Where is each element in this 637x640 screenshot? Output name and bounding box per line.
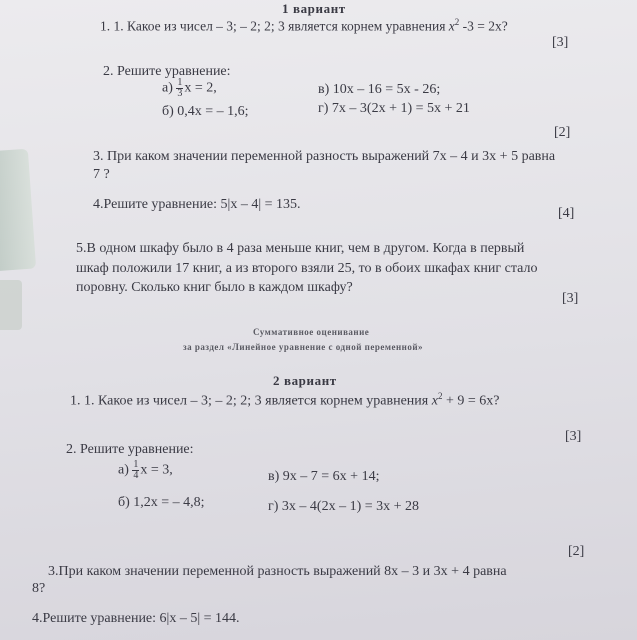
v1-q5-line3: поровну. Сколько книг было в каждом шкафу? — [76, 280, 353, 295]
section-subtitle: за раздел «Линейное уравнение с одной переменной» — [183, 342, 424, 352]
v1-q5-line2: шкаф положили 17 книг, а из второго взяли 25, то в обоих шкафах книг стало — [76, 261, 538, 276]
v1-q2-v: в) 10x – 16 = 5x - 26; — [318, 82, 441, 97]
v2-q3-line2: 8? — [32, 581, 46, 596]
v2-question-1 — [70, 392, 499, 409]
v1-q3-line2: 7 ? — [93, 167, 110, 182]
v2-q2-a-fraction — [132, 460, 139, 481]
section-title: Суммативное оценивание — [253, 327, 370, 337]
variant-2-title: 2 вариант — [273, 373, 337, 388]
v1-q1-mark: [3] — [552, 35, 569, 50]
v1-q4: 4.Решите уравнение: 5|x – 4| = 135. — [93, 197, 301, 212]
v1-question-1 — [100, 18, 508, 33]
v2-q2-b: б) 1,2x = – 4,8; — [118, 495, 205, 510]
v1-q1-prefix: 1. 1. Какое из чисел – 3; – 2; 2; 3 является корнем уравнения — [100, 18, 449, 34]
v2-q2-mark: [2] — [568, 544, 585, 559]
v1-q2-a-label: а) — [162, 80, 173, 96]
v2-q2-title: 2. Решите уравнение: — [66, 442, 194, 457]
v1-q2-a-rest: x = 2, — [184, 80, 217, 96]
v1-q2-a-den: 3 — [177, 88, 183, 99]
v1-q5-line1: 5.В одном шкафу было в 4 раза меньше книг, чем в другом. Когда в первый — [76, 241, 525, 256]
v2-q2-a-den: 4 — [133, 470, 139, 481]
v2-q3-line1: 3.При каком значении переменной разность выражений 8x – 3 и 3x + 4 равна — [48, 564, 507, 579]
v1-q1-base: x — [448, 18, 455, 34]
v2-q2-a — [118, 460, 173, 481]
v2-q2-a-label: а) — [118, 462, 129, 478]
v1-q2-g: г) 7x – 3(2x + 1) = 5x + 21 — [318, 101, 470, 116]
v1-q4-mark: [4] — [558, 206, 575, 221]
v2-q2-a-rest: x = 3, — [140, 462, 173, 478]
v1-q2-a — [162, 78, 217, 99]
v1-q3-line1: 3. При каком значении переменной разность выражений 7x – 4 и 3x + 5 равна — [93, 149, 556, 164]
v2-q1-prefix: 1. 1. Какое из чисел – 3; – 2; 2; 3 является корнем уравнения — [70, 393, 432, 409]
object-at-left-edge — [0, 149, 36, 272]
object-at-left-edge-small — [0, 280, 22, 330]
v1-q2-b: б) 0,4x = – 1,6; — [162, 104, 249, 119]
v1-q2-title: 2. Решите уравнение: — [103, 64, 231, 79]
v2-q1-base: x — [431, 393, 438, 409]
v2-q1-exp: 2 — [437, 391, 443, 401]
v2-q2-v: в) 9x – 7 = 6x + 14; — [268, 469, 380, 484]
v1-q1-exp: 2 — [454, 17, 460, 27]
v1-q2-a-num: 1 — [177, 77, 183, 88]
v2-q1-mark: [3] — [565, 429, 582, 444]
v2-q2-a-num: 1 — [133, 459, 139, 470]
v1-q2-mark: [2] — [554, 125, 571, 140]
v1-q1-tail: -3 = 2x? — [459, 18, 508, 34]
v1-q2-a-fraction — [176, 78, 183, 99]
v2-q4: 4.Решите уравнение: 6|x – 5| = 144. — [32, 611, 240, 626]
v2-q1-tail: + 9 = 6x? — [442, 393, 500, 409]
v2-q2-g: г) 3x – 4(2x – 1) = 3x + 28 — [268, 499, 420, 514]
variant-1-title: 1 вариант — [282, 1, 346, 16]
v1-q5-mark: [3] — [562, 291, 579, 306]
